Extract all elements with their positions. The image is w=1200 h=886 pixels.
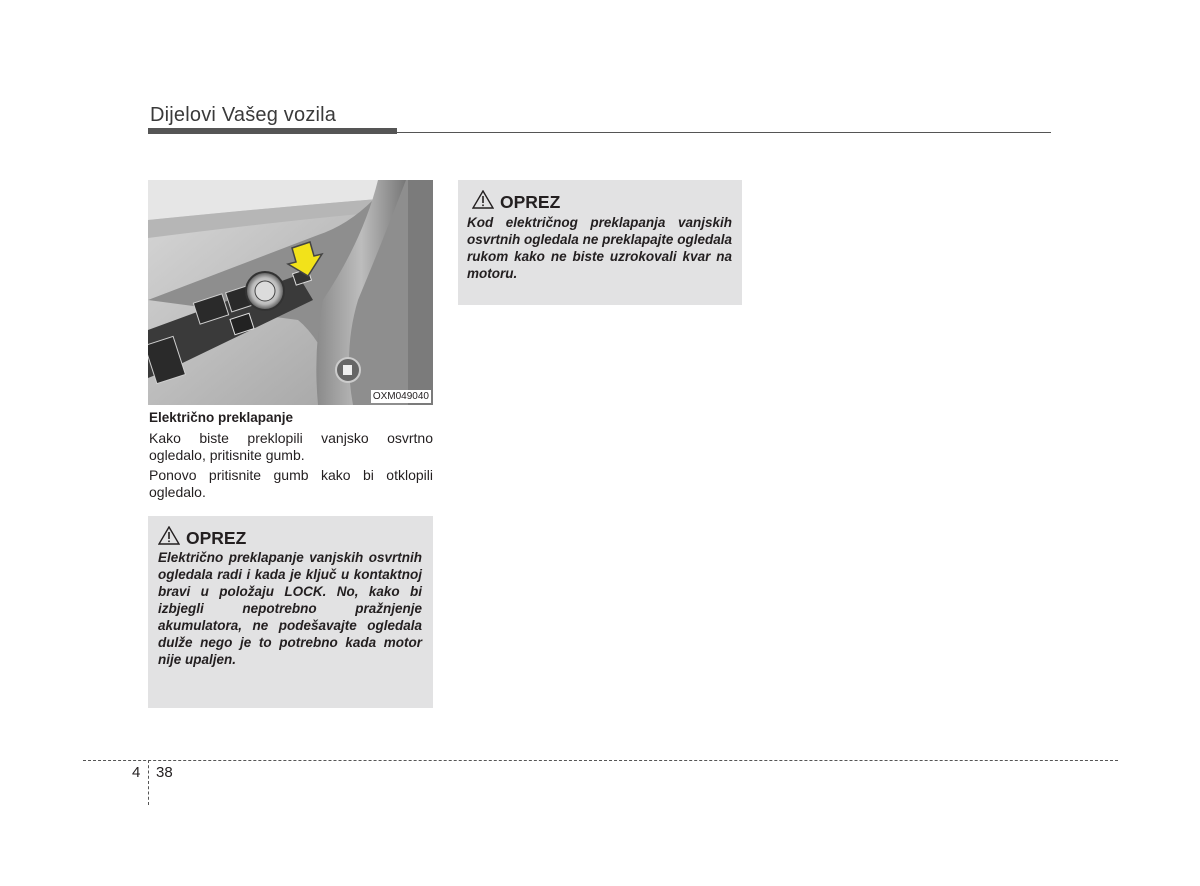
footer-divider bbox=[148, 760, 149, 805]
warning-triangle-icon bbox=[472, 190, 494, 214]
caution-heading bbox=[158, 526, 246, 550]
figure-code: OXM049040 bbox=[372, 391, 429, 402]
header-rule bbox=[397, 132, 1051, 133]
header-accent-bar bbox=[148, 128, 397, 134]
page-header-title: Dijelovi Vašeg vozila bbox=[150, 104, 337, 126]
caution-label: OPREZ bbox=[186, 527, 247, 548]
caution-heading bbox=[472, 190, 560, 214]
mirror-fold-switch-photo bbox=[148, 180, 433, 405]
paragraph-unfold-instruction: Ponovo pritisnite gumb kako bi otklopili ogledalo. bbox=[149, 467, 433, 500]
footer-rule bbox=[83, 760, 1118, 761]
page-number: 38 bbox=[156, 764, 173, 781]
warning-triangle-icon bbox=[158, 526, 180, 550]
section-heading: Električno preklapanje bbox=[149, 410, 294, 425]
caution-text: Električno preklapanje vanjskih osvrtnih ogledala radi i kada je ključ u kontaktnoj bravi u položaju LOCK. No, kako bi izbjegli nepotrebno pražnjenje akumulatora, ne podešavajte ogledala dulže nego je to potrebno kada motor nije upaljen. bbox=[158, 550, 422, 667]
caution-box-manual-fold bbox=[458, 180, 742, 305]
caution-text: Kod električnog preklapanja vanjskih osvrtnih ogledala ne preklapajte ogledala rukom kako ne biste uzrokovali kvar na motoru. bbox=[467, 215, 732, 281]
caution-box-battery bbox=[148, 516, 433, 708]
caution-label: OPREZ bbox=[500, 191, 561, 212]
paragraph-fold-instruction: Kako biste preklopili vanjsko osvrtno ogledalo, pritisnite gumb. bbox=[149, 430, 433, 463]
chapter-number: 4 bbox=[132, 764, 141, 781]
